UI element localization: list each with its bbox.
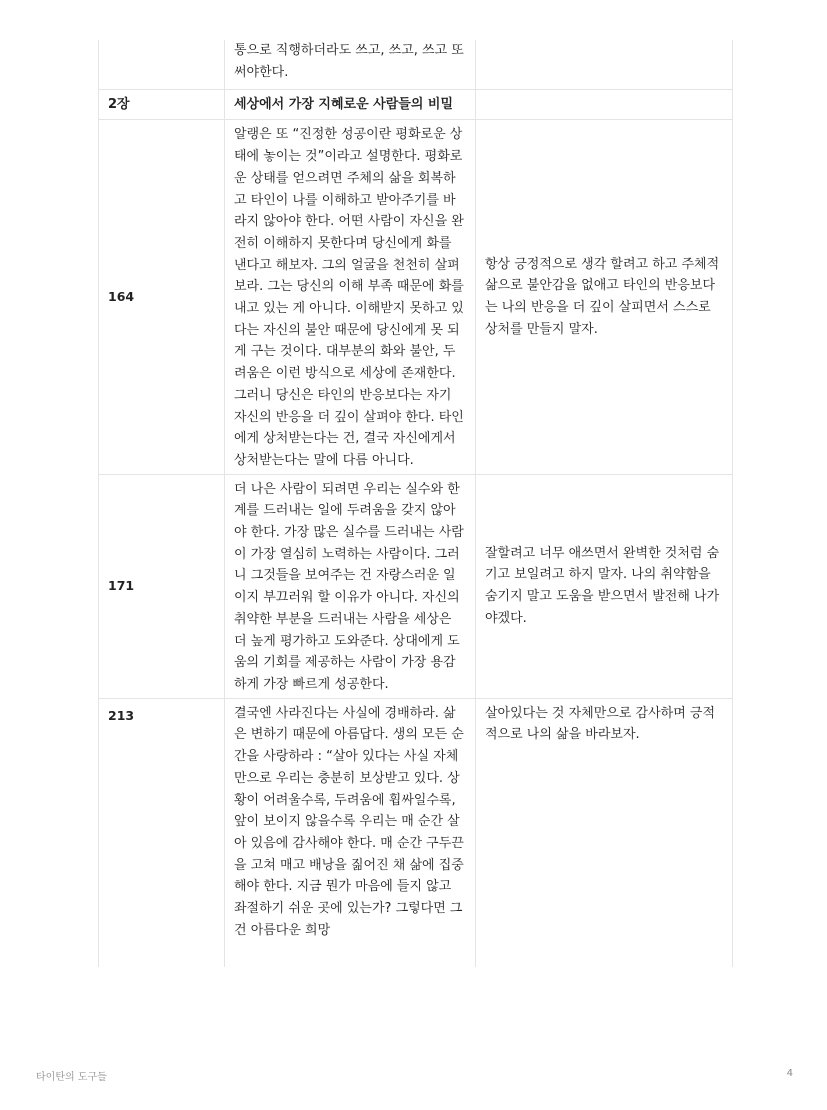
page-number: 213 [108,707,135,723]
page-cell [99,474,225,698]
page-cell [99,120,225,474]
footer-page-number: 4 [786,1068,793,1079]
chapter-row [99,90,733,120]
chapter-number: 2장 [99,90,225,120]
quote-cell: 통으로 직행하더라도 쓰고, 쓰고, 쓰고 또 써야한다. [225,40,476,90]
page-cell [99,698,225,967]
table-row [99,40,733,90]
note-cell [476,90,733,120]
chapter-title: 세상에서 가장 지혜로운 사람들의 비밀 [225,90,476,120]
page-number: 171 [108,577,135,593]
note-cell [476,40,733,90]
quote-cell: 결국엔 사라진다는 사실에 경배하라. 삶은 변하기 때문에 아름답다. 생의 모든 순간을 사랑하라 : “살아 있다는 사실 자체만으로 우리는 충분히 보상받고 있다. 상황이 어려울수록, 두려움에 휩싸일수록, 앞이 보이지 않을수록 우리는 매 순간 살아 있음에 감사해야 한다. 매 순간 구두끈을 고쳐 매고 배낭을 짊어진 채 삶에 집중해야 한다. 지금 뭔가 마음에 들지 않고 좌절하기 쉬운 곳에 있는가? 그렇다면 그건 아름다운 희망 [225,698,476,967]
page-cell [99,40,225,90]
footer-book-title: 타이탄의 도구들 [36,1072,107,1083]
note-cell: 살아있다는 것 자체만으로 감사하며 긍적적으로 나의 삶을 바라보자. [476,698,733,967]
page-number: 164 [108,288,135,304]
notes-table [98,40,733,967]
table-row [99,474,733,698]
quote-cell: 알랭은 또 “진정한 성공이란 평화로운 상태에 놓이는 것”이라고 설명한다. 평화로운 상태를 얻으려면 주체의 삶을 회복하고 타인이 나를 이해하고 받아주기를 바라지 않아야 한다. 어떤 사람이 자신을 완전히 이해하지 못한다며 당신에게 화를 낸다고 해보자. 그의 얼굴을 천천히 살펴보라. 그는 당신의 이해 부족 때문에 화를 내고 있는 게 아니다. 이해받지 못하고 있다는 자신의 불안 때문에 당신에게 못 되게 구는 것이다. 대부분의 화와 불안, 두려움은 이런 방식으로 세상에 존재한다. 그러니 당신은 타인의 반응보다는 자기 자신의 반응을 더 깊이 살펴야 한다. 타인에게 상처받는다는 건, 결국 자신에게서 상처받는다는 말에 다름 아니다. [225,120,476,474]
note-cell: 항상 긍정적으로 생각 할려고 하고 주체적 삶으로 불안감을 없애고 타인의 반응보다는 나의 반응을 더 깊이 살피면서 스스로 상처를 만들지 말자. [476,120,733,474]
note-cell: 잘할려고 너무 애쓰면서 완벽한 것처럼 숨기고 보일려고 하지 말자. 나의 취약함을 숨기지 말고 도움을 받으면서 발전해 나가야겠다. [476,474,733,698]
table-row [99,698,733,967]
table-row [99,120,733,474]
quote-cell: 더 나은 사람이 되려면 우리는 실수와 한계를 드러내는 일에 두려움을 갖지 않아야 한다. 가장 많은 실수를 드러내는 사람이 가장 열심히 노력하는 사람이다. 그러니 그것들을 보여주는 건 자랑스러운 일이지 부끄러워 할 이유가 아니다. 자신의 취약한 부분을 드러내는 사람을 세상은 더 높게 평가하고 도와준다. 상대에게 도움의 기회를 제공하는 사람이 가장 용감하게 가장 빠르게 성공한다. [225,474,476,698]
